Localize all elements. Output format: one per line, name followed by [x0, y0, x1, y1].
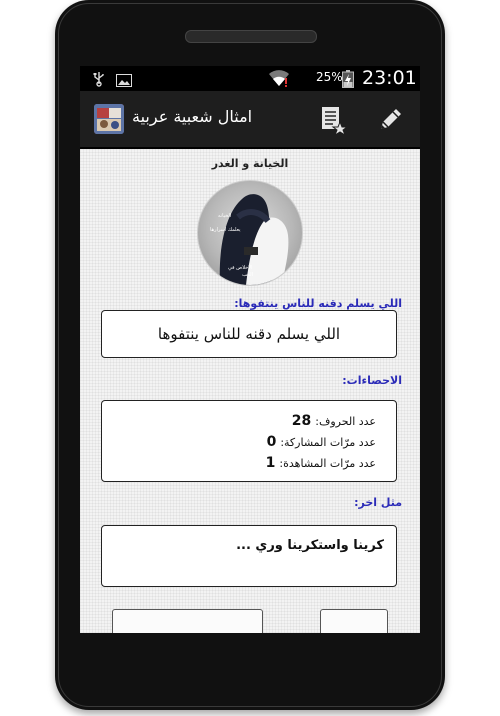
- stat-row-views: [266, 455, 376, 471]
- status-bar: [80, 66, 420, 91]
- stat-value-views: 1: [265, 455, 276, 471]
- action-button-right[interactable]: [320, 609, 388, 633]
- image-icon: [116, 72, 132, 91]
- proverb-image: [197, 180, 303, 286]
- other-proverb-text[interactable]: كرينا واستكرينا وري ...: [236, 538, 384, 553]
- proverb-label: اللي يسلم دقنه للناس ينتفوها:: [234, 297, 402, 310]
- stat-label-letters: عدد الحروف:: [315, 415, 376, 428]
- app-title: امثال شعبية عربية: [132, 107, 253, 126]
- app-icon[interactable]: [94, 104, 124, 134]
- edit-pencil-icon[interactable]: [375, 105, 405, 139]
- proverb-content: [80, 149, 420, 633]
- other-proverb-box[interactable]: [101, 525, 397, 587]
- screen: [80, 66, 420, 633]
- bookmark-list-icon[interactable]: [318, 105, 348, 139]
- image-caption-2: يعلمك اسرارها: [210, 227, 241, 233]
- other-proverb-label: مثل اخر:: [354, 496, 402, 509]
- phone-speaker: [185, 30, 317, 43]
- action-button-left[interactable]: [112, 609, 263, 633]
- clock-time: 23:01: [362, 67, 417, 89]
- stats-box: [101, 400, 397, 482]
- stat-value-letters: 28: [291, 413, 312, 429]
- usb-icon: [93, 71, 105, 91]
- proverb-box: [101, 310, 397, 358]
- stats-label: الاحصاءات:: [342, 374, 402, 387]
- stat-row-shares: [267, 434, 376, 450]
- image-caption-1: الخيانه: [218, 213, 232, 219]
- stat-value-shares: 0: [266, 434, 277, 450]
- category-title: الخيانة و الغدر: [211, 157, 289, 170]
- image-caption-3: الاخلاص في: [228, 265, 253, 271]
- wifi-icon: [268, 69, 290, 91]
- stat-label-views: عدد مرّات المشاهدة:: [279, 457, 376, 470]
- stat-label-shares: عدد مرّات المشاركة:: [280, 436, 376, 449]
- battery-charging-icon: [342, 70, 354, 92]
- image-caption-4: الحب: [242, 272, 254, 278]
- battery-percent: 25%: [316, 70, 343, 84]
- proverb-text: اللي يسلم دقنه للناس ينتفوها: [157, 325, 341, 343]
- stat-row-letters: [292, 413, 376, 429]
- action-bar: [80, 91, 420, 149]
